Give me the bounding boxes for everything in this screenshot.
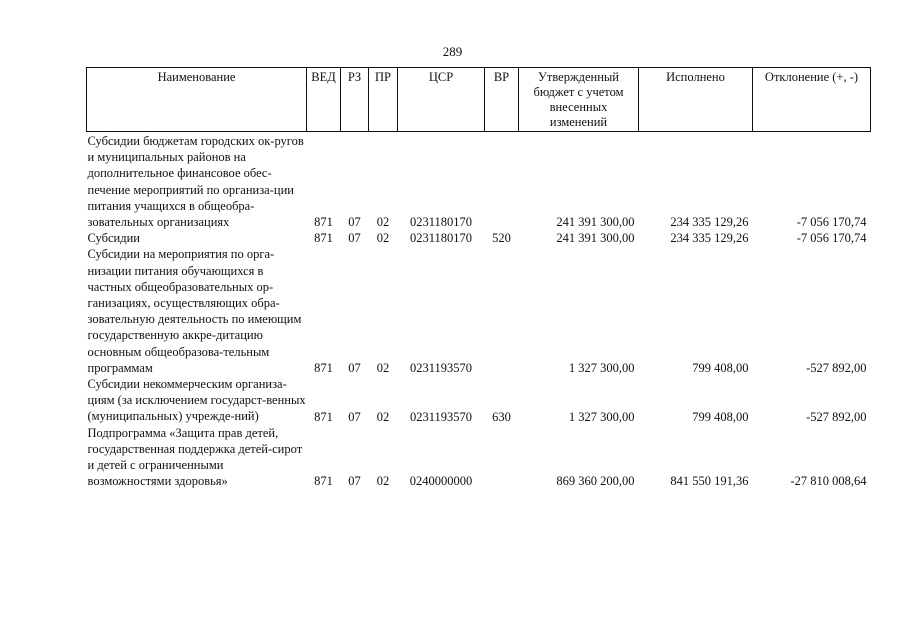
- row-approved-budget: 1 327 300,00: [568, 409, 635, 424]
- row-rz: 07: [348, 474, 361, 489]
- row-deviation: -527 892,00: [806, 409, 867, 424]
- row-executed: 799 408,00: [692, 409, 749, 424]
- header-deviation: Отклонение (+, -): [753, 68, 871, 132]
- header-csr: ЦСР: [398, 68, 485, 132]
- row-vr: 630: [492, 409, 511, 424]
- row-approved-budget: 241 391 300,00: [556, 215, 635, 230]
- row-executed: 841 550 191,36: [670, 474, 749, 489]
- header-ved: ВЕД: [307, 68, 341, 132]
- row-rz: 07: [348, 409, 361, 424]
- table-header-row: [87, 68, 871, 132]
- row-rz: 07: [348, 215, 361, 230]
- row-ved: 871: [314, 474, 333, 489]
- row-approved-budget: 869 360 200,00: [556, 474, 635, 489]
- row-deviation: -27 810 008,64: [790, 474, 867, 489]
- row-pr: 02: [376, 474, 390, 489]
- table-row: [87, 132, 871, 231]
- header-executed: Исполнено: [639, 68, 753, 132]
- row-pr: 02: [376, 231, 390, 246]
- row-pr: 02: [376, 409, 390, 424]
- row-csr: 0231193570: [409, 409, 473, 424]
- row-csr: 0231193570: [409, 361, 473, 376]
- row-ved: 871: [314, 361, 333, 376]
- row-rz: 07: [348, 231, 361, 246]
- row-ved: 871: [314, 231, 333, 246]
- budget-execution-table: [86, 67, 871, 489]
- row-rz: 07: [348, 361, 361, 376]
- row-deviation: -527 892,00: [806, 361, 867, 376]
- row-csr: 0240000000: [409, 474, 473, 489]
- row-approved-budget: 241 391 300,00: [556, 231, 635, 246]
- page-number: 289: [442, 44, 463, 59]
- row-name: Субсидии бюджетам городских ок-ругов и муниципальных районов на дополнительное финансовое обес-печение мероприятий по организа-ции питания учащихся в общеобра-зовательных организациях: [87, 134, 304, 230]
- row-csr: 0231180170: [409, 215, 473, 230]
- table-row: [87, 425, 871, 490]
- row-pr: 02: [376, 361, 390, 376]
- row-name: Субсидии: [87, 231, 140, 246]
- header-name: Наименование: [87, 68, 307, 132]
- header-vr: ВР: [485, 68, 519, 132]
- row-executed: 234 335 129,26: [670, 231, 749, 246]
- header-pr: ПР: [369, 68, 398, 132]
- table-row: [87, 230, 871, 246]
- row-ved: 871: [314, 215, 333, 230]
- row-csr: 0231180170: [409, 231, 473, 246]
- row-vr: 520: [492, 231, 511, 246]
- row-vr: [485, 132, 519, 231]
- row-vr: [485, 246, 519, 376]
- row-executed: 799 408,00: [692, 361, 749, 376]
- row-ved: 871: [314, 409, 333, 424]
- header-rz: РЗ: [341, 68, 369, 132]
- row-pr: 02: [376, 215, 390, 230]
- row-deviation: -7 056 170,74: [796, 231, 867, 246]
- row-executed: 234 335 129,26: [670, 215, 749, 230]
- row-name: Подпрограмма «Защита прав детей, государственная поддержка детей-сирот и детей с ограниченными возможностями здоровья»: [87, 425, 303, 489]
- row-deviation: -7 056 170,74: [796, 215, 867, 230]
- header-approved-budget: Утвержденный бюджет с учетом внесенных изменений: [519, 68, 639, 132]
- row-name: Субсидии некоммерческим организа-циям (за исключением государст-венных (муниципальных) учрежде-ний): [87, 377, 306, 424]
- table-row: [87, 246, 871, 376]
- row-approved-budget: 1 327 300,00: [568, 361, 635, 376]
- table-row: [87, 376, 871, 425]
- row-vr: [485, 425, 519, 490]
- row-name: Субсидии на мероприятия по орга-низации питания обучающихся в частных общеобразовательных ор-ганизациях, осуществляющих обра-зовательную деятельность по имеющим государственную аккре-дитацию основным общеобразова-тельным программам: [87, 247, 302, 375]
